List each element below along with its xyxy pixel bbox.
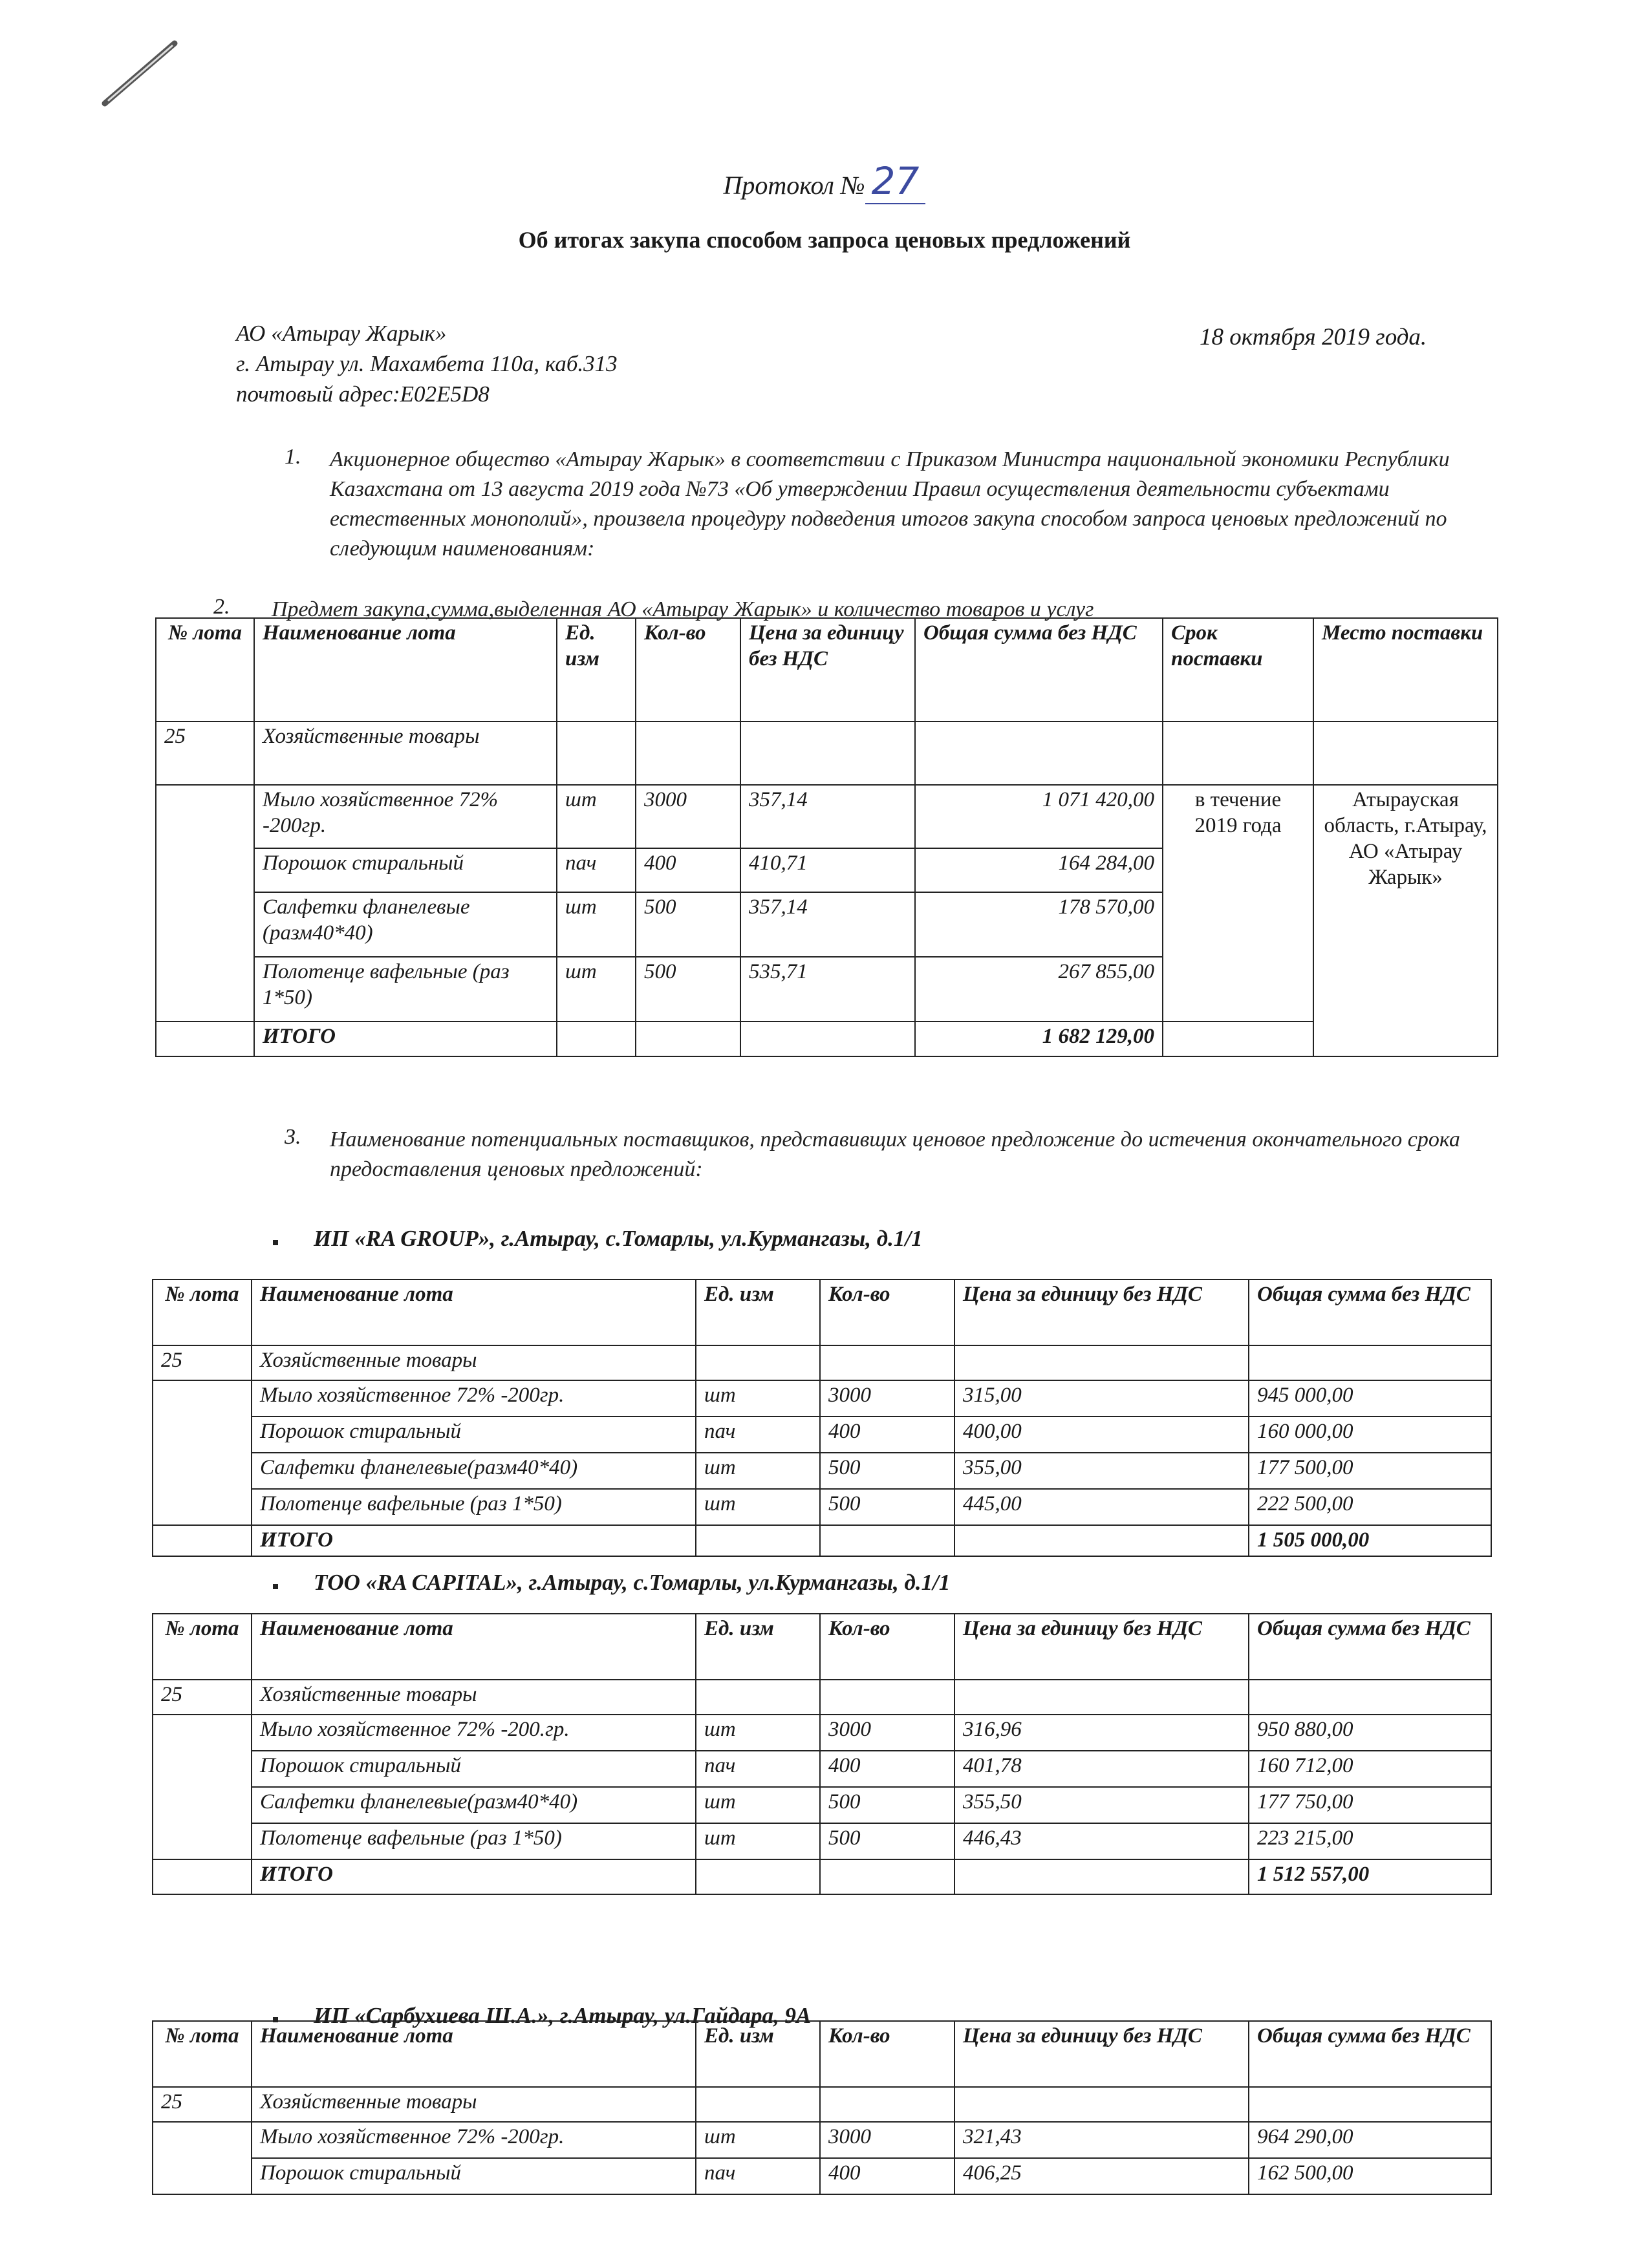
table-row <box>153 1715 1491 1751</box>
lot-number: 25 <box>153 1680 252 1715</box>
col-header-unit: Ед. изм <box>696 2021 820 2087</box>
item-price: 400,00 <box>954 1417 1249 1453</box>
table-header-row <box>156 618 1498 722</box>
para1-text: Акционерное общество «Атырау Жарык» в соответствии с Приказом Министра национальной экономики Республики Казахстана от 13 августа 2019 года №73 «Об утверждении Правил осуществления деятельности субъектами естественных монополий», произвела процедуру подведения итогов закупа способом запроса ценовых предложений по следующим наименованиям: <box>330 447 1450 561</box>
item-total: 222 500,00 <box>1249 1489 1491 1525</box>
item-unit: шт <box>696 1823 820 1859</box>
protocol-number: 27 <box>865 159 926 204</box>
item-qty: 500 <box>820 1823 954 1859</box>
table-header-row <box>153 1614 1491 1680</box>
item-price: 316,96 <box>954 1715 1249 1751</box>
item-qty: 500 <box>820 1453 954 1489</box>
item-total: 1 071 420,00 <box>915 785 1163 848</box>
item-total: 160 712,00 <box>1249 1751 1491 1787</box>
item-name: Полотенце вафельные (раз 1*50) <box>252 1823 696 1859</box>
table-row <box>153 1345 1491 1380</box>
col-header-lot-number: № лота <box>153 2021 252 2087</box>
item-name: Порошок стиральный <box>254 848 557 892</box>
total-label: ИТОГО <box>252 1525 696 1556</box>
item-name: Порошок стиральный <box>252 1751 696 1787</box>
lot-number: 25 <box>153 2087 252 2122</box>
col-header-qty: Кол-во <box>820 2021 954 2087</box>
item-price: 357,14 <box>740 785 915 848</box>
item-qty: 500 <box>636 892 740 957</box>
item-total: 177 750,00 <box>1249 1787 1491 1823</box>
table-row <box>153 1453 1491 1489</box>
pen-scribble-mark <box>97 36 188 113</box>
item-unit: шт <box>696 1380 820 1417</box>
item-name: Мыло хозяйственное 72% -200гр. <box>254 785 557 848</box>
item-name: Порошок стиральный <box>252 2158 696 2194</box>
table-row <box>153 1380 1491 1417</box>
item-price: 406,25 <box>954 2158 1249 2194</box>
para2-text: Предмет закупа,сумма,выделенная АО «Атырау Жарык» и количество товаров и услуг <box>272 597 1094 621</box>
item-qty: 3000 <box>820 1380 954 1417</box>
table-row <box>156 785 1498 848</box>
col-header-delivery-term: Срок поставки <box>1163 618 1313 722</box>
title-prefix: Протокол № <box>723 171 865 200</box>
item-name: Полотенце вафельные (раз 1*50) <box>252 1489 696 1525</box>
item-price: 355,50 <box>954 1787 1249 1823</box>
item-price: 445,00 <box>954 1489 1249 1525</box>
item-qty: 3000 <box>820 2122 954 2158</box>
table-row <box>153 1680 1491 1715</box>
col-header-delivery-place: Место поставки <box>1313 618 1498 722</box>
item-unit: пач <box>696 1417 820 1453</box>
org-address: г. Атырау ул. Махамбета 110а, каб.313 <box>236 351 618 376</box>
lot-number: 25 <box>153 1345 252 1380</box>
org-name: АО «Атырау Жарык» <box>236 321 447 346</box>
item-unit: шт <box>696 2122 820 2158</box>
col-header-lot-number: № лота <box>153 1614 252 1680</box>
delivery-term: в течение 2019 года <box>1163 785 1313 1022</box>
item-unit: шт <box>696 1489 820 1525</box>
para3-number: 3. <box>285 1125 301 1149</box>
item-total: 164 284,00 <box>915 848 1163 892</box>
col-header-price: Цена за единицу без НДС <box>954 1279 1249 1345</box>
item-qty: 500 <box>820 1489 954 1525</box>
item-name: Салфетки фланелевые(разм40*40) <box>252 1787 696 1823</box>
bullet-marker <box>273 1240 278 1245</box>
col-header-lot-name: Наименование лота <box>252 2021 696 2087</box>
item-price: 410,71 <box>740 848 915 892</box>
delivery-place: Атырауская область, г.Атырау, АО «Атырау Жарык» <box>1313 785 1498 1056</box>
table-total-row <box>153 1859 1491 1894</box>
supplier-name: ТОО «RA CAPITAL», г.Атырау, с.Томарлы, ул.Курмангазы, д.1/1 <box>314 1570 951 1595</box>
col-header-unit: Ед. изм <box>557 618 636 722</box>
item-qty: 500 <box>820 1787 954 1823</box>
col-header-lot-number: № лота <box>153 1279 252 1345</box>
supplier-bid-table <box>152 1613 1492 1895</box>
table-row <box>153 1787 1491 1823</box>
item-price: 401,78 <box>954 1751 1249 1787</box>
col-header-total: Общая сумма без НДС <box>1249 1279 1491 1345</box>
item-qty: 400 <box>820 2158 954 2194</box>
item-total: 160 000,00 <box>1249 1417 1491 1453</box>
item-unit: пач <box>696 2158 820 2194</box>
table-row <box>156 722 1498 785</box>
item-name: Салфетки фланелевые(разм40*40) <box>252 1453 696 1489</box>
item-unit: шт <box>557 957 636 1022</box>
table-row <box>153 1823 1491 1859</box>
col-header-lot-name: Наименование лота <box>252 1614 696 1680</box>
item-price: 315,00 <box>954 1380 1249 1417</box>
item-total: 950 880,00 <box>1249 1715 1491 1751</box>
item-name: Салфетки фланелевые (разм40*40) <box>254 892 557 957</box>
supplier-name: ИП «Сарбухиева Ш.А.», г.Атырау, ул.Гайдара, 9А <box>314 2003 812 2028</box>
table-row <box>153 2158 1491 2194</box>
table-row <box>153 1489 1491 1525</box>
item-total: 267 855,00 <box>915 957 1163 1022</box>
document-date: 18 октября 2019 года. <box>1200 324 1427 350</box>
item-total: 178 570,00 <box>915 892 1163 957</box>
col-header-unit: Ед. изм <box>696 1614 820 1680</box>
item-total: 223 215,00 <box>1249 1823 1491 1859</box>
lot-name: Хозяйственные товары <box>252 1680 696 1715</box>
item-total: 945 000,00 <box>1249 1380 1491 1417</box>
item-price: 446,43 <box>954 1823 1249 1859</box>
item-price: 321,43 <box>954 2122 1249 2158</box>
organization-block <box>236 318 618 409</box>
item-unit: шт <box>557 892 636 957</box>
table-header-row <box>153 2021 1491 2087</box>
item-qty: 400 <box>636 848 740 892</box>
total-label: ИТОГО <box>254 1022 557 1056</box>
col-header-lot-number: № лота <box>156 618 254 722</box>
item-unit: шт <box>696 1715 820 1751</box>
item-price: 355,00 <box>954 1453 1249 1489</box>
table-header-row <box>153 1279 1491 1345</box>
para1-number: 1. <box>285 445 301 469</box>
item-name: Мыло хозяйственное 72% -200гр. <box>252 1380 696 1417</box>
org-postal: почтовый адрес:Е02Е5D8 <box>236 381 490 407</box>
item-unit: шт <box>696 1787 820 1823</box>
supplier-bid-table <box>152 2020 1492 2195</box>
lot-name: Хозяйственные товары <box>252 2087 696 2122</box>
bullet-marker <box>273 1584 278 1589</box>
table-row <box>153 1417 1491 1453</box>
item-price: 535,71 <box>740 957 915 1022</box>
item-total: 964 290,00 <box>1249 2122 1491 2158</box>
item-unit: пач <box>557 848 636 892</box>
document-subtitle: Об итогах закупа способом запроса ценовых предложений <box>518 227 1131 253</box>
para3-text: Наименование потенциальных поставщиков, представивщих ценовое предложение до истечения окончательного срока предоставления ценовых предложений: <box>330 1128 1460 1181</box>
table-row <box>153 1751 1491 1787</box>
total-value: 1 682 129,00 <box>915 1022 1163 1056</box>
table-total-row <box>156 1022 1498 1056</box>
item-unit: шт <box>696 1453 820 1489</box>
table-row <box>153 2087 1491 2122</box>
item-total: 177 500,00 <box>1249 1453 1491 1489</box>
lot-summary-table <box>155 617 1498 1057</box>
item-total: 162 500,00 <box>1249 2158 1491 2194</box>
col-header-unit: Ед. изм <box>696 1279 820 1345</box>
total-label: ИТОГО <box>252 1859 696 1894</box>
col-header-qty: Кол-во <box>820 1279 954 1345</box>
total-value: 1 512 557,00 <box>1249 1859 1491 1894</box>
lot-name: Хозяйственные товары <box>252 1345 696 1380</box>
item-name: Мыло хозяйственное 72% -200гр. <box>252 2122 696 2158</box>
item-qty: 3000 <box>820 1715 954 1751</box>
item-qty: 500 <box>636 957 740 1022</box>
document-title <box>0 159 1649 203</box>
col-header-price: Цена за единицу без НДС <box>954 1614 1249 1680</box>
para2-number: 2. <box>213 595 230 619</box>
col-header-price: Цена за единицу без НДС <box>740 618 915 722</box>
col-header-total: Общая сумма без НДС <box>915 618 1163 722</box>
col-header-price: Цена за единицу без НДС <box>954 2021 1249 2087</box>
table-total-row <box>153 1525 1491 1556</box>
col-header-lot-name: Наименование лота <box>252 1279 696 1345</box>
item-qty: 400 <box>820 1417 954 1453</box>
table-row <box>153 2122 1491 2158</box>
col-header-lot-name: Наименование лота <box>254 618 557 722</box>
col-header-total: Общая сумма без НДС <box>1249 2021 1491 2087</box>
item-unit: пач <box>696 1751 820 1787</box>
item-qty: 400 <box>820 1751 954 1787</box>
item-name: Мыло хозяйственное 72% -200.гр. <box>252 1715 696 1751</box>
col-header-qty: Кол-во <box>820 1614 954 1680</box>
item-name: Порошок стиральный <box>252 1417 696 1453</box>
col-header-qty: Кол-во <box>636 618 740 722</box>
lot-number: 25 <box>156 722 254 785</box>
supplier-bid-table <box>152 1279 1492 1557</box>
item-name: Полотенце вафельные (раз 1*50) <box>254 957 557 1022</box>
lot-name: Хозяйственные товары <box>254 722 557 785</box>
item-price: 357,14 <box>740 892 915 957</box>
col-header-total: Общая сумма без НДС <box>1249 1614 1491 1680</box>
total-value: 1 505 000,00 <box>1249 1525 1491 1556</box>
item-unit: шт <box>557 785 636 848</box>
supplier-name: ИП «RA GROUP», г.Атырау, с.Томарлы, ул.Курмангазы, д.1/1 <box>314 1226 923 1251</box>
item-qty: 3000 <box>636 785 740 848</box>
